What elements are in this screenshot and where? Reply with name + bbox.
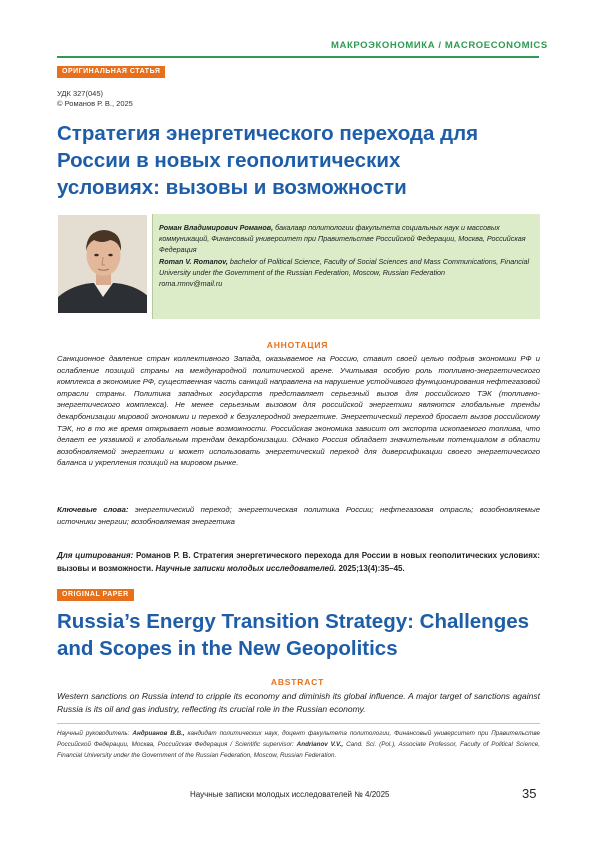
- section-header: МАКРОЭКОНОМИКА / MACROECONOMICS: [331, 40, 548, 51]
- article-type-badge-en: ORIGINAL PAPER: [57, 589, 134, 601]
- author-name-ru: Роман Владимирович Романов,: [159, 223, 274, 232]
- author-email[interactable]: roma.rmnv@mail.ru: [159, 279, 223, 289]
- author-affiliation-ru: бакалавр политологии факультета социальных наук и массовых коммуникаций, Финансовый университет при Правительстве Российской Федерации, Москва, Российская Федерация: [159, 223, 526, 255]
- keywords-list: энергетический переход; энергетическая политика России; нефтегазовая отрасль; возобновляемые источники энергии; возобновляемая энергетика: [57, 505, 540, 526]
- author-portrait-icon: [58, 215, 148, 314]
- author-photo: [57, 214, 148, 314]
- citation-journal: Научные записки молодых исследователей.: [155, 563, 337, 573]
- citation-block: [57, 550, 540, 575]
- udk-block: [57, 89, 133, 109]
- author-ru: [159, 222, 532, 256]
- footnote-supervisor: [57, 728, 540, 761]
- advisor-name-ru: Андрианов В.В.,: [132, 730, 185, 737]
- author-en: [159, 256, 532, 278]
- author-name-en: Roman V. Romanov,: [159, 256, 228, 266]
- udk-code: УДК 327(045): [57, 89, 103, 98]
- article-title-en: Russia’s Energy Transition Strategy: Challenges and Scopes in the New Geopolitics: [57, 610, 530, 660]
- keywords-label: Ключевые слова:: [57, 505, 129, 514]
- advisor-name-en: Andrianov V.V.,: [296, 741, 344, 748]
- citation-label: Для цитирования:: [57, 551, 134, 560]
- article-type-badge-ru: ОРИГИНАЛЬНАЯ СТАТЬЯ: [57, 66, 165, 78]
- abstract-heading-ru: АННОТАЦИЯ: [266, 340, 329, 350]
- author-affiliation-en: bachelor of Political Science, Faculty of Social Sciences and Mass Communications, Financial University under the Government of the Russian Federation, Moscow, Russian Federation: [159, 256, 530, 277]
- footnote-divider: [57, 723, 540, 724]
- abstract-heading-en: ABSTRACT: [270, 677, 325, 687]
- footnote-part-3: Cand. Sci. (Pol.), Associate Professor, Faculty of Political Science, Financial University under the Government of the Russian Federation, Moscow, Russian Federation.: [57, 741, 540, 759]
- author-info-box: [152, 214, 540, 319]
- footer-journal-name: Научные записки молодых исследователей № 4/2025: [190, 790, 390, 799]
- header-rule: [57, 56, 539, 58]
- footnote-part-2: кандидат политических наук, доцент факультета политологии, Финансовый университет при Правительстве Российской Федерации, Москва, Российская Федерация / Scientific supervisor:: [57, 730, 540, 748]
- abstract-text-ru: Санкционное давление стран коллективного Запада, оказываемое на Россию, ставит своей целью подрыв экономики РФ и ослабление позиций страны на международной политической арене. Учитывая особую роль топливно-энергетического комплекса в экономике РФ, существенная часть санкций направлена на нарушение устойчивого функционирования нефтегазовой отрасли страны. Политика западных государств представляет серьезный вызов для российского ТЭК (топливно-энергетического комплекса). Не менее серьезным вызовом для российской энергетики являются глобальные тренды декарбонизации мировой экономики и переход к безуглеродной энергетике. Энергетический переход бросает вызов российскому ТЭК, но в то же время открывает новые возможности. Российская экономика зависит от экспорта ископаемого топлива, что делает ее уязвимой к глобальным трендам декарбонизации. Однако Россия обладает значительным потенциалом в области возобновляемой энергетики и может использовать энергетический переход для диверсификации своего энергетического баланса и укрепления позиций на мировом рынке.: [57, 354, 540, 468]
- abstract-text-en: Western sanctions on Russia intend to cripple its economy and diminish its global influence. A major target of sanctions against Russia is its oil and gas industry, reflecting its crucial role in the Russian economy.: [57, 691, 540, 715]
- footnote-part-1: Научный руководитель:: [57, 730, 133, 737]
- keywords-ru: [57, 504, 540, 528]
- page-number: 35: [522, 786, 537, 801]
- citation-ref: 2025;13(4):35–45.: [336, 563, 405, 573]
- article-title-ru: Стратегия энергетического перехода для России в новых геополитических условиях: вызовы и возможности: [57, 122, 479, 199]
- citation-text: Романов Р. В. Стратегия энергетического перехода для России в новых геополитических условиях: вызовы и возможности.: [57, 551, 540, 573]
- copyright-line: © Романов Р. В., 2025: [57, 99, 133, 108]
